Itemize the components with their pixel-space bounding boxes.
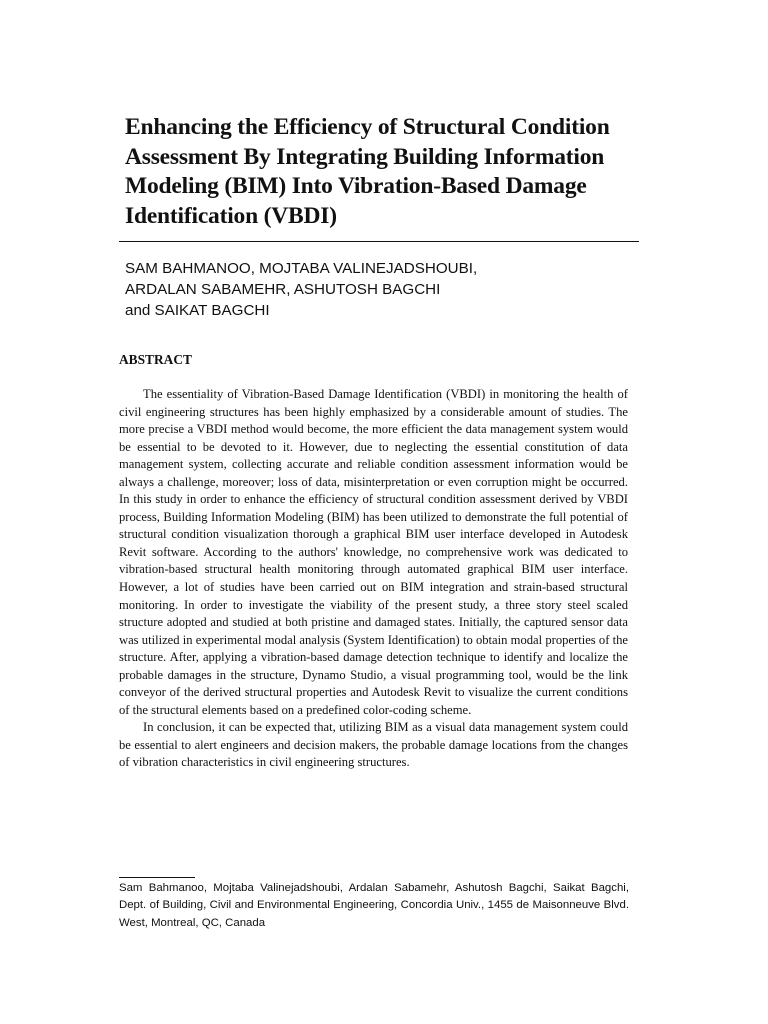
author-line: SAM BAHMANOO, MOJTABA VALINEJADSHOUBI, [125,260,478,277]
abstract-paragraph: In conclusion, it can be expected that, utilizing BIM as a visual data management system could be essential to alert engineers and decision makers, the probable damage locations from the changes of vibration characteristics in civil engineering structures. [119,720,628,770]
abstract-body [119,386,628,772]
footnote-divider [119,877,195,878]
author-line: and SAIKAT BAGCHI [125,302,270,319]
abstract-paragraph: The essentiality of Vibration-Based Damage Identification (VBDI) in monitoring the health of civil engineering structures has been highly emphasized by a considerable amount of studies. The more precise a VBDI method would become, the more efficient the data management system would be essential to be devoted to it. However, due to neglecting the essential constitution of data management system, collecting accurate and reliable condition assessment information would be always a challenge, moreover; loss of data, misinterpretation or even corruption might be occurred. In this study in order to enhance the efficiency of structural condition assessment derived by VBDI process, Building Information Modeling (BIM) has been utilized to demonstrate the full potential of structural condition visualization thorough a graphical BIM user interface developed in Autodesk Revit software. According to the authors' knowledge, no comprehensive work was dedicated to vibration-based structural health monitoring through automated graphical BIM user interface. However, a lot of studies have been carried out on BIM integration and strain-based structural monitoring. In order to investigate the viability of the present study, a three story steel scaled structure adopted and studied at both pristine and damaged states. Initially, the captured sensor data was utilized in experimental modal analysis (System Identification) to obtain modal properties of the structure. After, applying a vibration-based damage detection technique to identify and localize the probable damages in the structure, Dynamo Studio, a visual programming tool, would be the link conveyor of the derived structural properties and Autodesk Revit to visualize the current conditions of the structural elements based on a predefined color-coding scheme. [119,387,628,717]
author-line: ARDALAN SABAMEHR, ASHUTOSH BAGCHI [125,281,441,298]
title-divider [119,241,639,242]
author-list [125,258,645,321]
paper-title: Enhancing the Efficiency of Structural Condition Assessment By Integrating Building Information Modeling (BIM) Into Vibration-Based Damage Identification (VBDI) [125,114,610,229]
abstract-heading: ABSTRACT [119,352,192,367]
affiliation-footnote: Sam Bahmanoo, Mojtaba Valinejadshoubi, Ardalan Sabamehr, Ashutosh Bagchi, Saikat Bagchi, Dept. of Building, Civil and Environmental Engineering, Concordia Univ., 1455 de Maisonneuve Blvd. West, Montreal, QC, Canada [119,882,629,929]
